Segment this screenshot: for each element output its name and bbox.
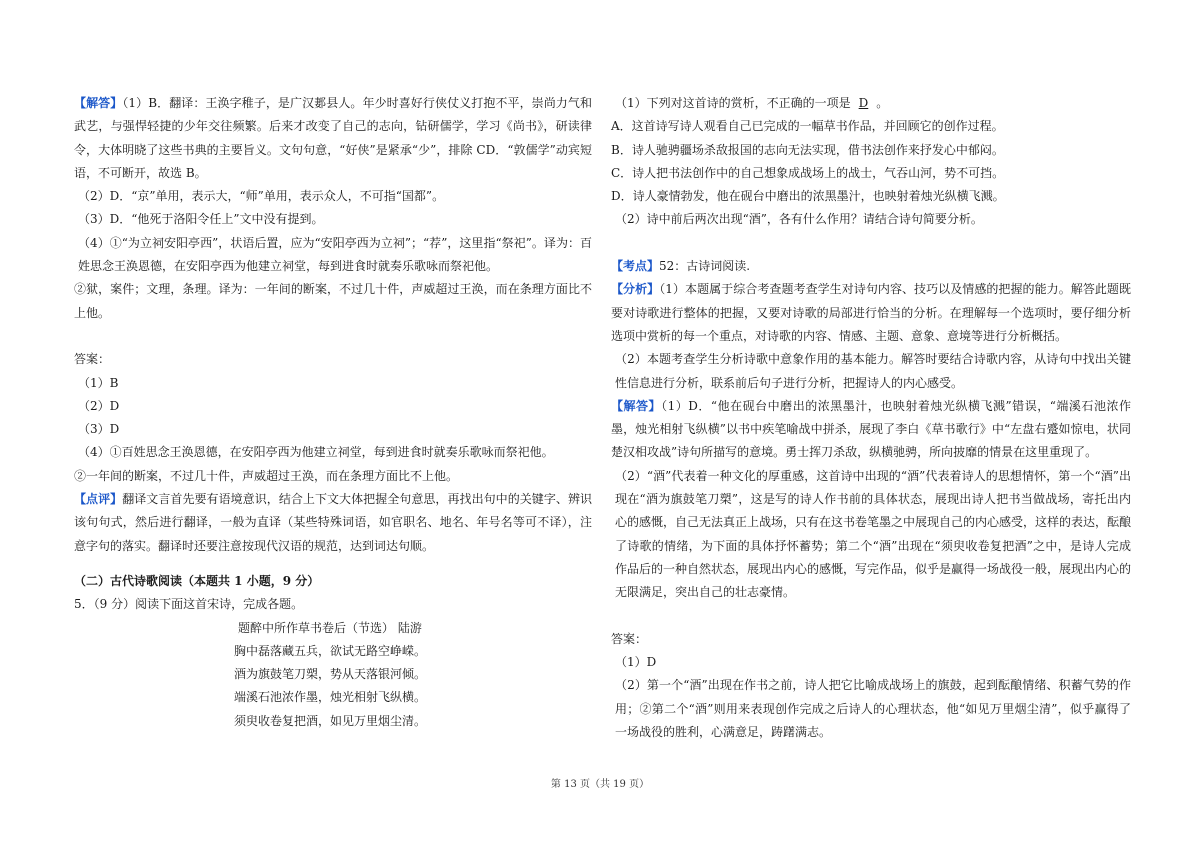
kaodian-tag: 【考点】 bbox=[611, 259, 660, 274]
question-1-suffix: 。 bbox=[876, 96, 889, 110]
question-1 bbox=[611, 92, 1131, 115]
answer-1: （1）D bbox=[615, 655, 657, 670]
fenxi-paragraph-2: （2）本题考查学生分析诗歌中意象作用的基本能力。解答时要结合诗歌内容，从诗句中找出关键性信息进行分析，联系前后句子进行分析，把握诗人的内心感受。 bbox=[615, 352, 1131, 390]
dianping-paragraph bbox=[74, 488, 592, 558]
answer-3: （3）D bbox=[78, 422, 120, 437]
explanation-3: （3）D．“他死于洛阳令任上”文中没有提到。 bbox=[78, 212, 324, 227]
question-5: 5．（9 分）阅读下面这首宋诗，完成各题。 bbox=[74, 597, 304, 612]
option-d: D．诗人豪情勃发，他在砚台中磨出的浓黑墨汁，也映射着烛光纵横飞溅。 bbox=[611, 189, 1005, 204]
left-column bbox=[74, 92, 592, 733]
question-1-text: （1）下列对这首诗的赏析，不正确的一项是 bbox=[615, 96, 851, 110]
jieda-tag: 【解答】 bbox=[74, 96, 123, 110]
poem-line: 酒为旗鼓笔刀槊，势从天落银河倾。 bbox=[234, 667, 427, 682]
option-a: A．这首诗写诗人观看自己已完成的一幅草书作品，并回顾它的创作过程。 bbox=[611, 119, 1004, 134]
jieda-paragraph-1 bbox=[74, 92, 592, 185]
poem-title: 题醉中所作草书卷后（节选） 陆游 bbox=[238, 620, 422, 635]
dianping-text: 翻译文言首先要有语境意识，结合上下文大体把握全句意思，再找出句中的关键字、辨识该句句式，然后进行翻译，一般为直译（某些特殊词语，如官职名、地名、年号名等可不译），注意字句的落实。翻译时还要注意按现代汉语的规范，达到词达句顺。 bbox=[74, 492, 592, 553]
explanation-2: （2）D．“京”单用，表示大，“师”单用，表示众人，不可指“国都”。 bbox=[78, 189, 445, 204]
answer-label: 答案： bbox=[611, 631, 648, 646]
poem-line: 须臾收卷复把酒，如见万里烟尘清。 bbox=[234, 713, 427, 728]
section-heading: （二）古代诗歌阅读（本题共 1 小题，9 分） bbox=[74, 573, 320, 588]
jieda-paragraph-2: （2）“酒”代表着一种文化的厚重感，这首诗中出现的“酒”代表着诗人的思想情怀，第一个“酒”出现在“酒为旗鼓笔刀槊”，这是写的诗人作书前的具体状态，展现出诗人把书当做战场，寄托出内心的感慨，自己无法真正上战场，只有在这书卷笔墨之中展现自己的内心感受，这样的表达，酝酿了诗歌的情绪，为下面的具体抒怀蓄势；第二个“酒”出现在“须臾收卷复把酒”之中，是诗人完成作品后的一种自然状态，展现出内心的感慨，写完作品，似乎是赢得一场战役一般，展现出内心的无限满足，突出自己的壮志豪情。 bbox=[615, 468, 1132, 600]
right-column bbox=[611, 92, 1131, 744]
jieda-paragraph bbox=[611, 395, 1131, 465]
question-2: （2）诗中前后两次出现“酒”，各有什么作用？请结合诗句简要分析。 bbox=[615, 212, 983, 227]
fenxi-tag: 【分析】 bbox=[611, 282, 660, 297]
explanation-5: ②狱，案件；文理，条理。译为：一年间的断案，不过几十件，声威超过王涣，而在条理方面比不上他。 bbox=[74, 282, 592, 320]
fenxi-paragraph bbox=[611, 278, 1131, 348]
option-c: C．诗人把书法创作中的自己想象成战场上的战士，气吞山河，势不可挡。 bbox=[611, 165, 1005, 180]
question-1-answer: D bbox=[858, 96, 869, 110]
poem-line: 胸中磊落藏五兵，欲试无路空峥嵘。 bbox=[234, 643, 427, 658]
fenxi-text: （1）本题属于综合考查题考查学生对诗句内容、技巧以及情感的把握的能力。解答此题既要对诗歌进行整体的把握，又要对诗歌的局部进行恰当的分析。在理解每一个选项时，要仔细分析选项中赏析的每一个重点，对诗歌的内容、情感、主题、意象、意境等进行分析概括。 bbox=[611, 282, 1131, 343]
jieda-text: （1）B．翻译：王涣字稚子，是广汉郪县人。年少时喜好行侠仗义打抱不平，崇尚力气和武艺，与强悍轻捷的少年交往频繁。后来才改变了自己的志向，钻研儒学，学习《尚书》，研读律令，大体明晓了这些书典的主要旨义。文句句意，“好侠”是紧承“少”，排除 CD．“敦儒学”动宾短语，不可断开，故选 B。 bbox=[74, 96, 592, 180]
page-footer: 第 13 页（共 19 页） bbox=[550, 779, 650, 790]
dianping-tag: 【点评】 bbox=[74, 492, 123, 507]
answer-4: （4）①百姓思念王涣恩德，在安阳亭西为他建立祠堂，每到进食时就奏乐歌咏而祭祀他。 bbox=[78, 445, 554, 460]
kaodian-paragraph bbox=[611, 255, 1131, 278]
answer-1: （1）B bbox=[78, 375, 119, 390]
explanation-4: （4）①“为立祠安阳亭西”，状语后置，应为“安阳亭西为立祠”；“荐”，这里指“祭祀”。译为：百姓思念王涣恩德，在安阳亭西为他建立祠堂，每到进食时就奏乐歌咏而祭祀他。 bbox=[78, 235, 592, 274]
answer-5: ②一年间的断案，不过几十件，声威超过王涣，而在条理方面比不上他。 bbox=[74, 468, 459, 483]
option-b: B．诗人驰骋疆场杀敌报国的志向无法实现，借书法创作来抒发心中郁闷。 bbox=[611, 142, 1004, 157]
answer-2: （2）第一个“酒”出现在作书之前，诗人把它比喻成战场上的旗鼓，起到酝酿情绪、积蓄气势的作用；②第二个“酒”则用来表现创作完成之后诗人的心理状态，他“如见万里烟尘清”，似乎赢得了一场战役的胜利，心满意足，踌躇满志。 bbox=[615, 678, 1131, 740]
jieda-text: （1）D．“他在砚台中磨出的浓黑墨汁，也映射着烛光纵横飞溅”错误，“端溪石池浓作墨，烛光相射飞纵横”以书中疾笔喻战中拼杀，展现了李白《草书歌行》中“左盘右蹙如惊电，状同楚汉相攻战”诗句所描写的意境。勇士挥刀杀敌，纵横驰骋，所向披靡的情景在这里重现了。 bbox=[611, 398, 1131, 460]
poem-line: 端溪石池浓作墨，烛光相射飞纵横。 bbox=[234, 690, 427, 705]
answer-2: （2）D bbox=[78, 398, 120, 413]
answer-label: 答案： bbox=[74, 352, 111, 367]
jieda-tag: 【解答】 bbox=[611, 398, 662, 413]
kaodian-text: 52：古诗词阅读. bbox=[659, 259, 751, 274]
